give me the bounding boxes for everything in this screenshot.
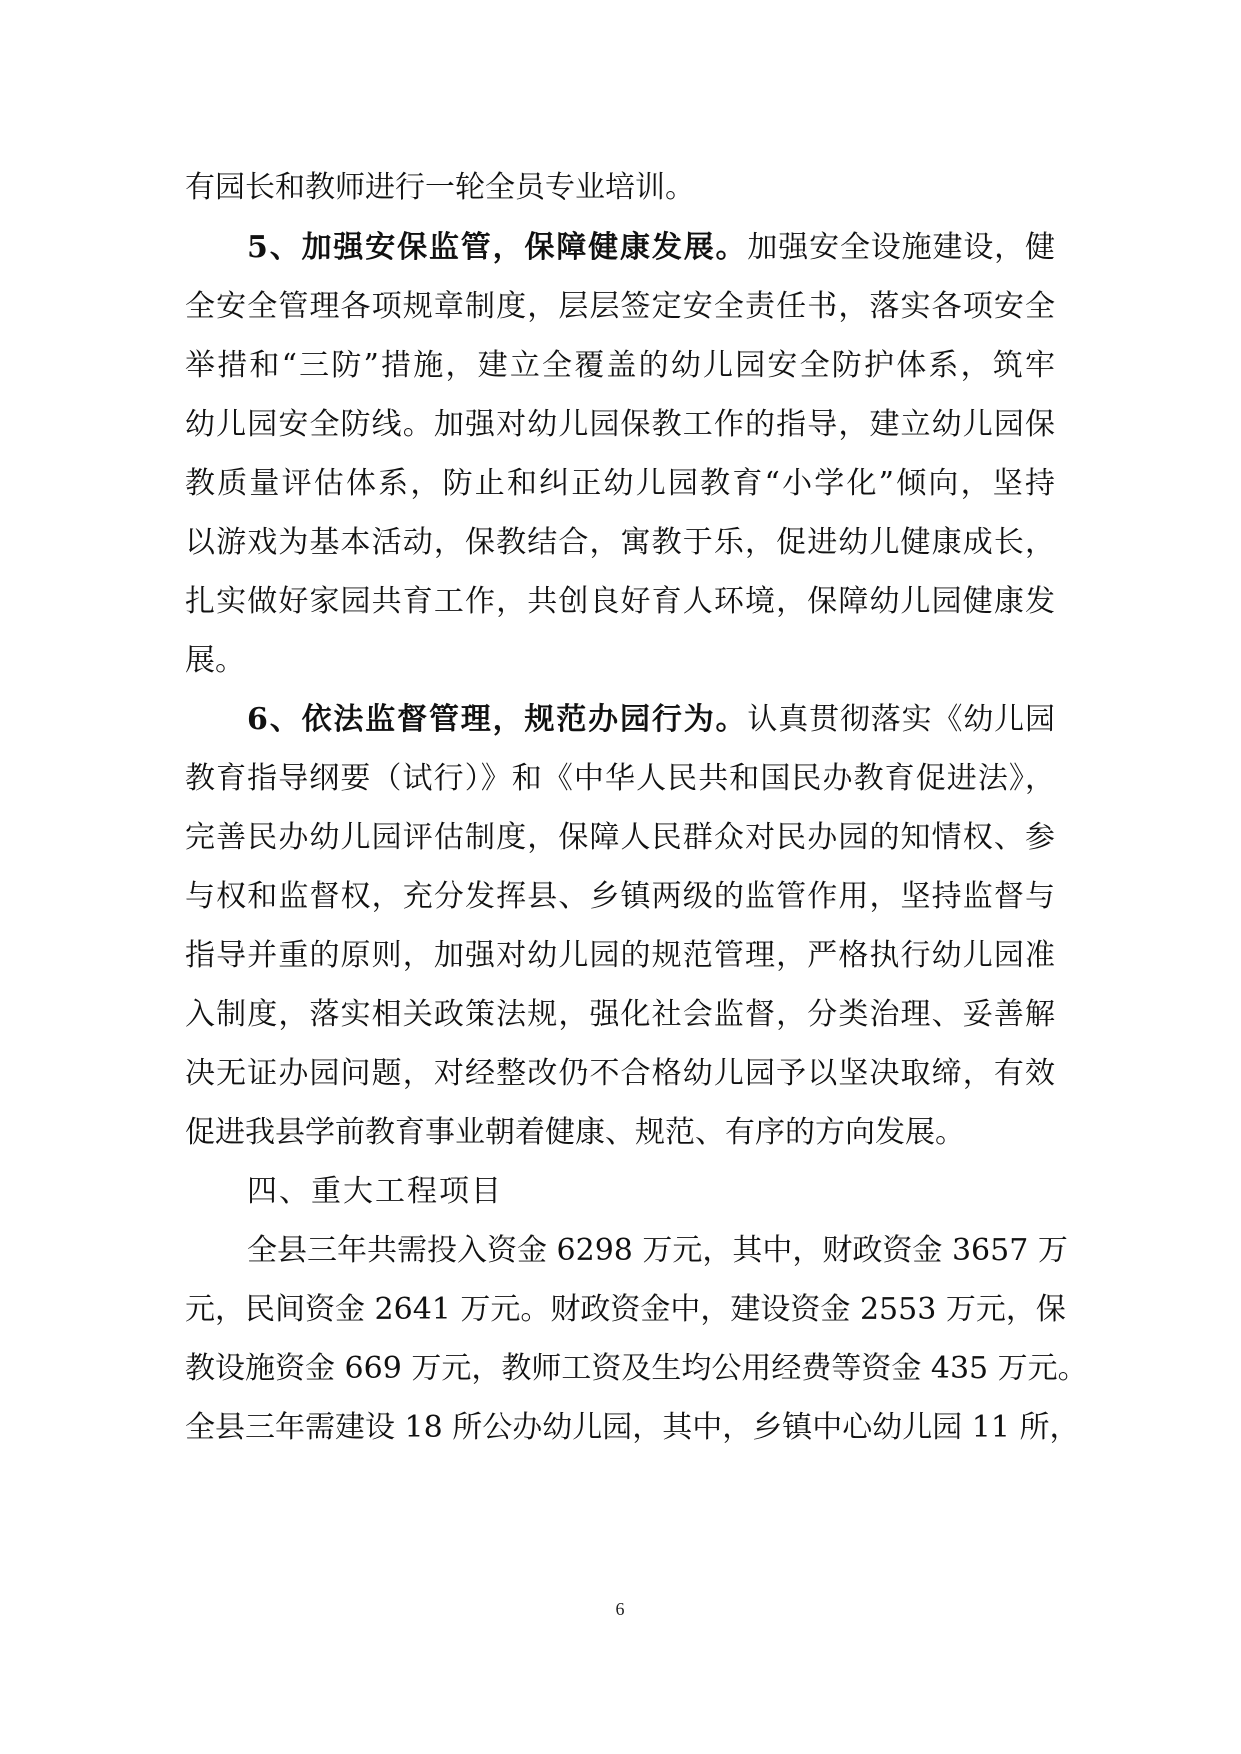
paragraph-line: 有园长和教师进行一轮全员专业培训。 xyxy=(185,170,695,205)
paragraph-line: 以游戏为基本活动，保教结合，寓教于乐，促进幼儿健康成长， xyxy=(185,525,1055,560)
paragraph-heading: 5、加强安保监管，保障健康发展。 xyxy=(247,230,748,265)
paragraph-line: 教质量评估体系，防止和纠正幼儿园教育“小学化”倾向，坚持 xyxy=(185,466,1055,501)
paragraph-line: 决无证办园问题，对经整改仍不合格幼儿园予以坚决取缔，有效 xyxy=(185,1056,1055,1091)
paragraph-line: 教育指导纲要（试行）》和《中华人民共和国民办教育促进法》， xyxy=(185,761,1055,796)
paragraph-line: 举措和“三防”措施，建立全覆盖的幼儿园安全防护体系，筑牢 xyxy=(185,348,1055,383)
paragraph-text: 加强安全设施建设，健 xyxy=(747,230,1056,265)
paragraph-line: 元，民间资金 2641 万元。财政资金中，建设资金 2553 万元，保 xyxy=(185,1292,1066,1327)
paragraph-line: 入制度，落实相关政策法规，强化社会监督，分类治理、妥善解 xyxy=(185,997,1055,1032)
section-heading: 四、重大工程项目 xyxy=(247,1174,503,1209)
paragraph-line: 教设施资金 669 万元，教师工资及生均公用经费等资金 435 万元。 xyxy=(185,1351,1088,1386)
paragraph-line: 与权和监督权，充分发挥县、乡镇两级的监管作用，坚持监督与 xyxy=(185,879,1055,914)
page-number: 6 xyxy=(615,1599,625,1619)
paragraph-line: 展。 xyxy=(185,643,245,678)
paragraph-heading: 6、依法监督管理，规范办园行为。 xyxy=(247,702,748,737)
paragraph-line xyxy=(247,228,1055,268)
paragraph-line: 指导并重的原则，加强对幼儿园的规范管理，严格执行幼儿园准 xyxy=(185,938,1055,973)
paragraph-line: 幼儿园安全防线。加强对幼儿园保教工作的指导，建立幼儿园保 xyxy=(185,407,1055,442)
paragraph-line: 扎实做好家园共育工作，共创良好育人环境，保障幼儿园健康发 xyxy=(185,584,1055,619)
paragraph-line: 促进我县学前教育事业朝着健康、规范、有序的方向发展。 xyxy=(185,1115,965,1150)
paragraph-line: 全县三年共需投入资金 6298 万元，其中，财政资金 3657 万 xyxy=(247,1233,1068,1268)
paragraph-line xyxy=(247,700,1055,740)
paragraph-text: 认真贯彻落实《幼儿园 xyxy=(747,702,1056,737)
paragraph-line: 完善民办幼儿园评估制度，保障人民群众对民办园的知情权、参 xyxy=(185,820,1055,855)
paragraph-line: 全安全管理各项规章制度，层层签定安全责任书，落实各项安全 xyxy=(185,289,1055,324)
paragraph-line: 全县三年需建设 18 所公办幼儿园，其中，乡镇中心幼儿园 11 所， xyxy=(185,1410,1080,1445)
